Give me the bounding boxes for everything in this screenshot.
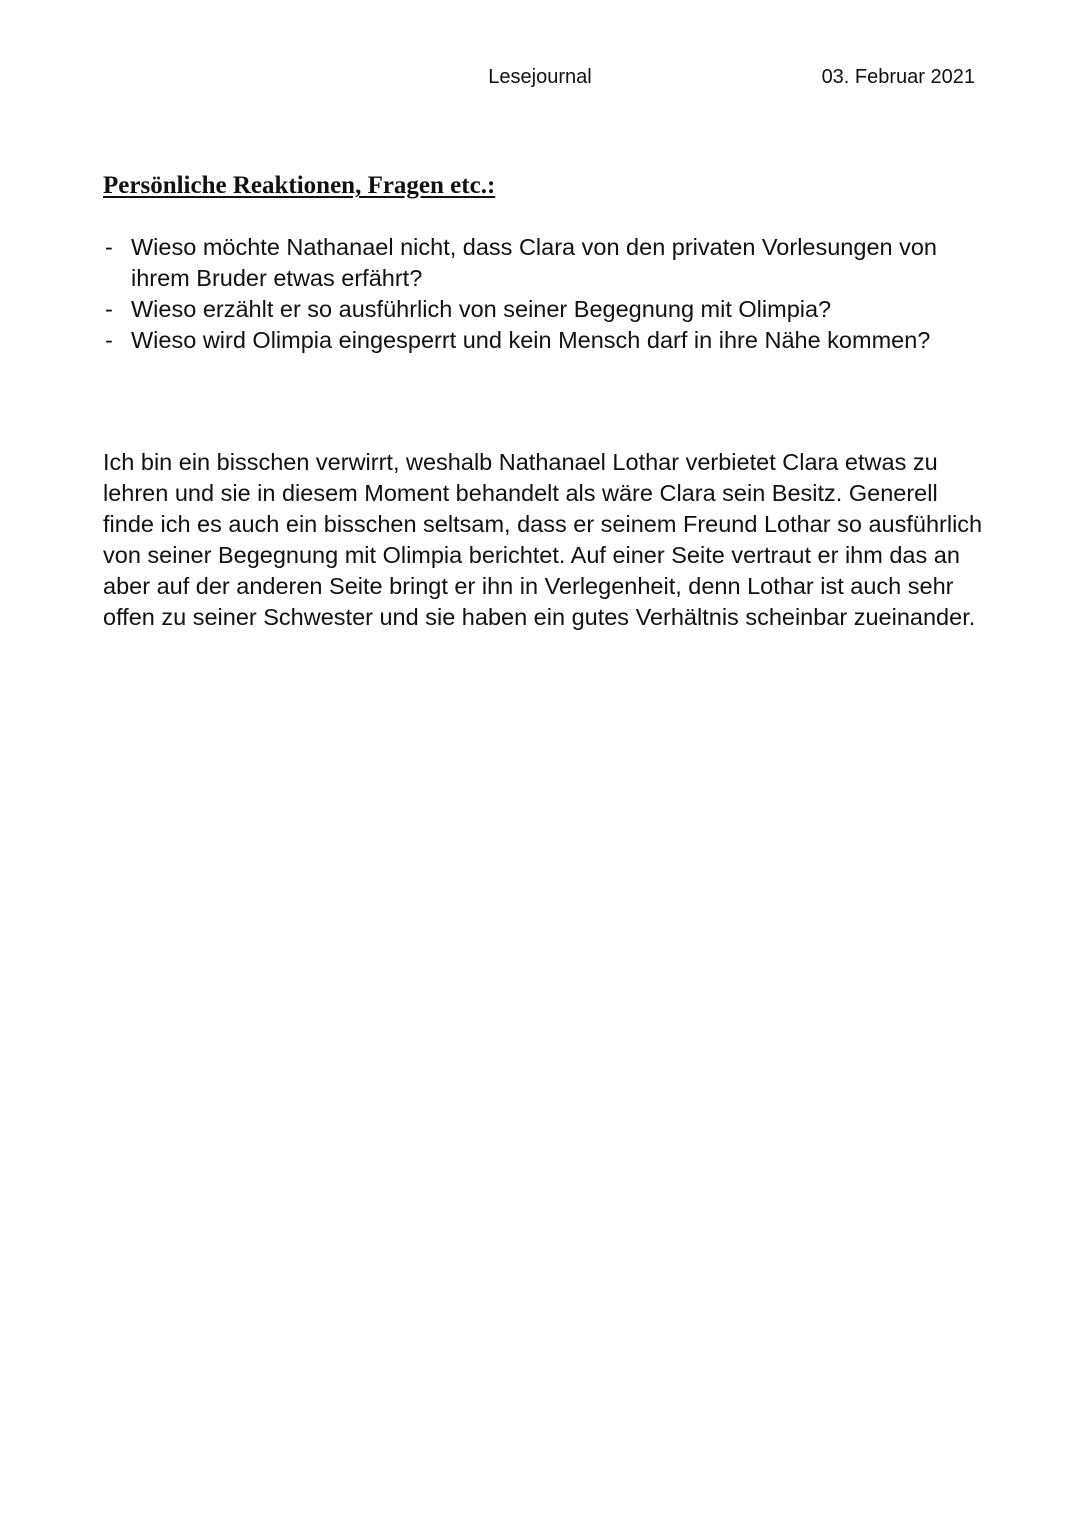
list-item	[103, 294, 983, 325]
page-header-date: 03. Februar 2021	[821, 66, 975, 88]
list-item	[103, 232, 983, 294]
dash-bullet-icon: -	[105, 296, 113, 322]
reflection-paragraph: Ich bin ein bisschen verwirrt, weshalb Nathanael Lothar verbietet Clara etwas zu lehren und sie in diesem Moment behandelt als wäre Clara sein Besitz. Generell finde ich es auch ein bisschen seltsam, dass er seinem Freund Lothar so ausführlich von seiner Begegnung mit Olimpia berichtet. Auf einer Seite vertraut er ihm das an aber auf der anderen Seite bringt er ihn in Verlegenheit, denn Lothar ist auch sehr offen zu seiner Schwester und sie haben ein gutes Verhältnis scheinbar zueinander.	[103, 449, 983, 630]
page-header-title: Lesejournal	[488, 66, 592, 88]
dash-bullet-icon: -	[105, 234, 113, 260]
list-item	[103, 325, 983, 356]
dash-bullet-icon: -	[105, 327, 113, 353]
question-text: Wieso wird Olimpia eingesperrt und kein Mensch darf in ihre Nähe kommen?	[131, 327, 931, 353]
section-heading: Persönliche Reaktionen, Fragen etc.:	[103, 172, 496, 199]
question-list	[103, 232, 983, 356]
question-text: Wieso erzählt er so ausführlich von seiner Begegnung mit Olimpia?	[131, 296, 832, 322]
question-text: Wieso möchte Nathanael nicht, dass Clara von den privaten Vorlesungen von ihrem Bruder etwas erfährt?	[131, 234, 937, 291]
